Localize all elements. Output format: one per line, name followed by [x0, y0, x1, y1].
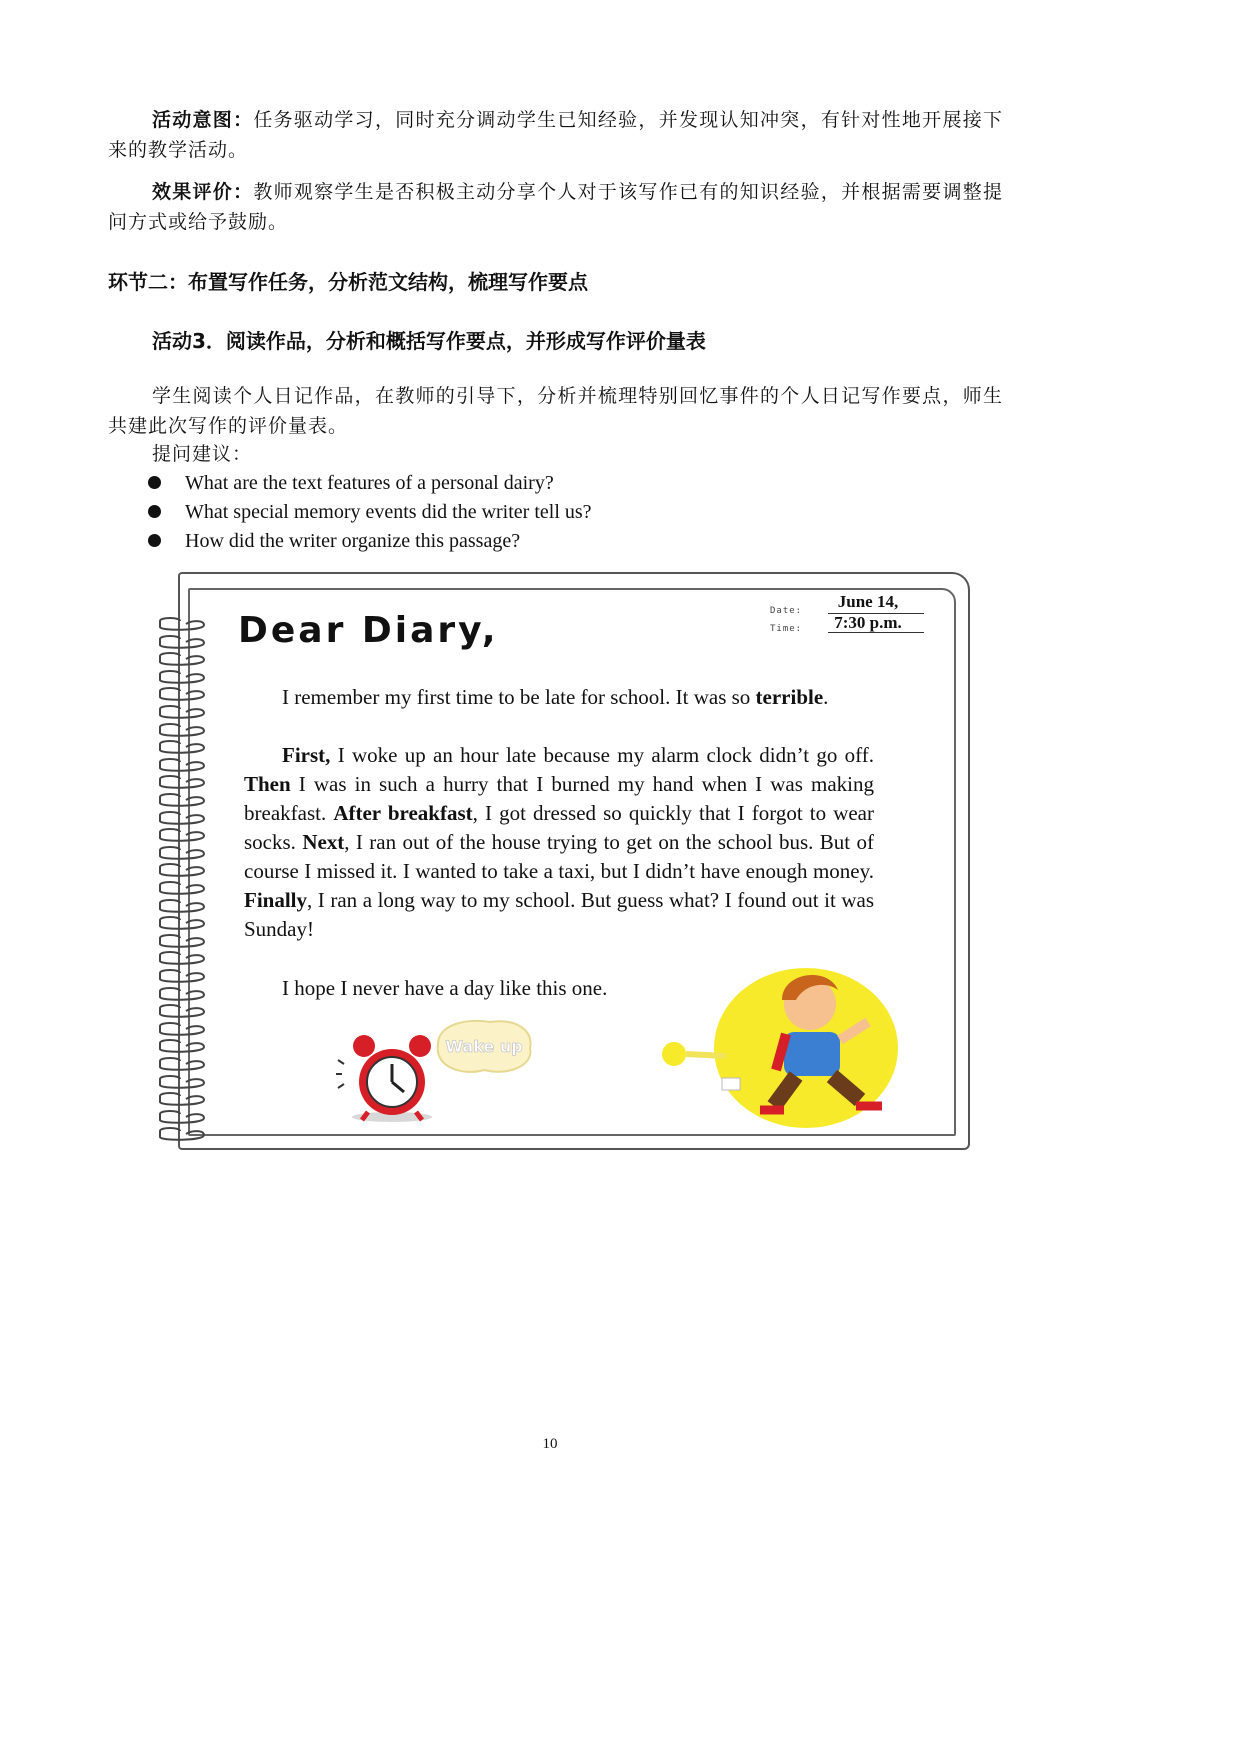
- spiral-ring-icon: [156, 686, 208, 702]
- spiral-ring-icon: [156, 1091, 208, 1107]
- question-text: What are the text features of a personal dairy?: [185, 472, 554, 494]
- spiral-ring-icon: [156, 704, 208, 720]
- activity-intent-label: 活动意图：: [152, 109, 254, 131]
- diary-opening-end: .: [823, 685, 829, 709]
- spiral-ring-icon: [156, 986, 208, 1002]
- diary-sentence: , I ran out of the house trying to get on the school bus. But of course I missed it. I wanted to take a taxi, but I didn’t have enough money.: [244, 830, 874, 883]
- spiral-ring-icon: [156, 757, 208, 773]
- bullet-icon: [148, 476, 161, 489]
- running-boy-illustration: [656, 960, 956, 1130]
- spiral-ring-icon: [156, 1021, 208, 1037]
- spiral-ring-icon: [156, 774, 208, 790]
- diary-connective: After breakfast: [333, 801, 473, 825]
- bullet-icon: [148, 534, 161, 547]
- question-suggestions-label: 提问建议：: [152, 443, 253, 465]
- diary-closing-paragraph: I hope I never have a day like this one.: [282, 976, 608, 1000]
- date-label: Date:: [770, 606, 803, 616]
- spiral-ring-icon: [156, 862, 208, 878]
- question-text: How did the writer organize this passage?: [185, 530, 521, 552]
- spiral-ring-icon: [156, 810, 208, 826]
- diary-opening-text: I remember my first time to be late for school. It was so: [282, 685, 756, 709]
- diary-notebook: [178, 572, 970, 1150]
- spiral-ring-icon: [156, 722, 208, 738]
- question-item: [148, 527, 520, 555]
- spiral-ring-icon: [156, 739, 208, 755]
- spiral-ring-icon: [156, 933, 208, 949]
- page-number: 10: [542, 1436, 558, 1452]
- spiral-ring-icon: [156, 950, 208, 966]
- activity-heading: 活动3．阅读作品，分析和概括写作要点，并形成写作评价量表: [152, 329, 706, 353]
- activity-intent-paragraph: [108, 105, 1003, 165]
- spiral-ring-icon: [156, 845, 208, 861]
- diary-sentence: , I got dressed so quickly that I forgot to wear socks.: [244, 801, 874, 854]
- spiral-ring-icon: [156, 1038, 208, 1054]
- effect-evaluation-paragraph: [108, 177, 1003, 237]
- spiral-ring-icon: [156, 792, 208, 808]
- diary-opening-bold: terrible: [755, 685, 824, 709]
- activity-description: 学生阅读个人日记作品，在教师的引导下，分析并梳理特别回忆事件的个人日记写作要点，师生共建此次写作的评价量表。: [108, 385, 1003, 437]
- spiral-ring-icon: [156, 616, 208, 632]
- spiral-ring-icon: [156, 1003, 208, 1019]
- date-value: June 14,: [837, 592, 899, 611]
- spiral-ring-icon: [156, 1109, 208, 1125]
- spiral-ring-icon: [156, 968, 208, 984]
- spiral-ring-icon: [156, 1074, 208, 1090]
- effect-evaluation-text: 教师观察学生是否积极主动分享个人对于该写作已有的知识经验，并根据需要调整提问方式或给予鼓励。: [108, 181, 1003, 233]
- question-item: [148, 469, 554, 497]
- bullet-icon: [148, 505, 161, 518]
- diary-connective: Finally: [244, 888, 308, 912]
- bubble-text: Wake up: [445, 1037, 523, 1056]
- spiral-ring-icon: [156, 669, 208, 685]
- spiral-ring-icon: [156, 651, 208, 667]
- spiral-ring-icon: [156, 1056, 208, 1072]
- spiral-ring-icon: [156, 898, 208, 914]
- question-text: What special memory events did the writer tell us?: [185, 501, 592, 523]
- activity-intent-text: 任务驱动学习，同时充分调动学生已知经验，并发现认知冲突，有针对性地开展接下来的教学活动。: [108, 109, 1003, 161]
- time-label: Time:: [770, 624, 803, 634]
- diary-sentence: I was in such a hurry that I burned my hand when I was making breakfast.: [244, 772, 874, 825]
- diary-connective: Then: [244, 772, 291, 796]
- time-value: 7:30 p.m.: [834, 613, 902, 632]
- spiral-ring-icon: [156, 827, 208, 843]
- diary-body-paragraph: [244, 741, 874, 944]
- section-heading: 环节二：布置写作任务，分析范文结构，梳理写作要点: [108, 270, 588, 294]
- spiral-ring-icon: [156, 634, 208, 650]
- diary-opening-paragraph: [282, 683, 828, 712]
- diary-connective: First,: [282, 743, 331, 767]
- spiral-ring-icon: [156, 880, 208, 896]
- diary-connective: Next: [302, 830, 345, 854]
- speech-bubble-icon: [428, 1016, 538, 1080]
- spiral-ring-icon: [156, 1126, 208, 1142]
- time-underline: [828, 632, 924, 633]
- diary-title: Dear Diary,: [238, 610, 499, 651]
- spiral-ring-icon: [156, 915, 208, 931]
- diary-sentence: , I ran a long way to my school. But guess what? I found out it was Sunday!: [244, 888, 874, 941]
- effect-evaluation-label: 效果评价：: [152, 181, 254, 203]
- diary-sentence: I woke up an hour late because my alarm clock didn’t go off.: [330, 743, 874, 767]
- question-item: [148, 498, 592, 526]
